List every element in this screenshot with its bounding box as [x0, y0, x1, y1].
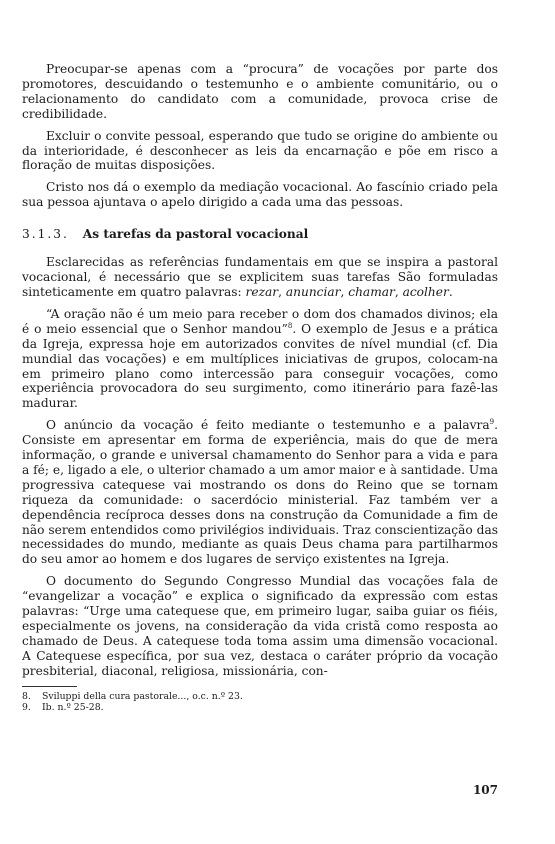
main-text: [22, 62, 498, 679]
paragraph-2: Excluir o convite pessoal, esperando que tudo se origine do ambiente ou da interioridade, é desconhecer as leis da encarnação e põe em risco a floração de muitas disposições.: [22, 128, 498, 173]
footnote-ref-9[interactable]: 9: [489, 418, 495, 427]
word-acolher: acolher: [402, 284, 449, 299]
page-number: 107: [472, 783, 498, 797]
footnote-text: Sviluppi della cura pastorale..., o.c. n.º 23.: [42, 690, 243, 702]
section-number: 3.1.3.: [22, 227, 69, 242]
paragraph-6: [22, 418, 498, 567]
paragraph-5-rest: . O exemplo de Jesus e a prática da Igreja, expressa hoje em autorizados convites de nível mundial (cf. Dia mundial das vocações) e em multíplices iniciativas de grupos, colocam-na em primeiro plano como intercessão para conseguir vocações, como experiência provocadora do seu surgimento, como itinerário para fazê-las madurar.: [22, 321, 498, 411]
paragraph-5-start: “A oração não é um meio para receber o dom dos chamados divinos; ela é o meio essencial que o Senhor mandou”: [22, 306, 498, 336]
section-title: As tarefas da pastoral vocacional: [82, 227, 309, 242]
paragraph-4-text: Esclarecidas as referências fundamentais em que se inspira a pastoral vocacional, é necessário que se explicitem suas tarefas São formuladas sinteticamente em quatro palavras:: [22, 255, 498, 299]
paragraph-7: O documento do Segundo Congresso Mundial das vocações fala de “evangelizar a vocação” e explica o significado da expressão com estas palavras: “Urge uma catequese que, em primeiro lugar, saiba guiar os fiéis, especialmente os jovens, na consideração da vida cristã como resposta ao chamado de Deus. A catequese toda toma assim uma dimensão vocacional. A Catequese específica, por sua vez, destaca o caráter próprio da vocação presbiterial, diaconal, religiosa, missionária, con-: [22, 574, 498, 678]
paragraph-6-start: O anúncio da vocação é feito mediante o testemunho e a palavra: [46, 418, 490, 433]
separator: ,: [340, 284, 349, 299]
word-anunciar: anunciar: [285, 284, 341, 299]
word-rezar: rezar: [245, 284, 279, 299]
separator: ,: [394, 284, 403, 299]
footnote-ref-8[interactable]: 8: [287, 321, 293, 330]
paragraph-3: Cristo nos dá o exemplo da mediação vocacional. Ao fascínio criado pela sua pessoa ajuntava o apelo dirigido a cada uma das pessoas.: [22, 180, 498, 210]
footnote-number: 9.: [22, 702, 31, 714]
paragraph-5: [22, 307, 498, 411]
footnote-text: Ib. n.º 25-28.: [42, 702, 104, 714]
footnote-number: 8.: [22, 690, 31, 702]
separator: ,: [278, 284, 286, 299]
paragraph-1: Preocupar-se apenas com a “procura” de vocações por parte dos promotores, descuidando o testemunho e o ambiente comunitário, ou o relacionamento do candidato com a comunidade, provoca crise de credibilidade.: [22, 62, 498, 121]
paragraph-4: [22, 255, 498, 300]
paragraph-6-rest: . Consiste em apresentar em forma de experiência, mais do que de mera informação, o grande e universal chamamento do Senhor para a vida e para a fé; e, ligado a ele, o ulterior chamado a um amor maior e à santidade. Uma progressiva catequese vai mostrando os dons do Reino que se tornam riqueza da comunidade: o sacerdócio ministerial. Faz também ver a dependência recíproca desses dons na construção da Comunidade a fim de não serem entendidos como privilégios individuais. Traz conscientização das necessidades do mundo, mediante as quais Deus chama para partilharmos do seu amor ao homem e dos lugares de serviço existentes na Igreja.: [22, 418, 498, 567]
footnote-8: [22, 691, 498, 703]
word-chamar: chamar: [348, 284, 395, 299]
footnote-divider: [22, 686, 77, 687]
section-heading: [22, 227, 498, 242]
paragraph-4-end: .: [448, 284, 453, 299]
footnotes: [22, 691, 498, 714]
footnote-9: [22, 702, 498, 714]
